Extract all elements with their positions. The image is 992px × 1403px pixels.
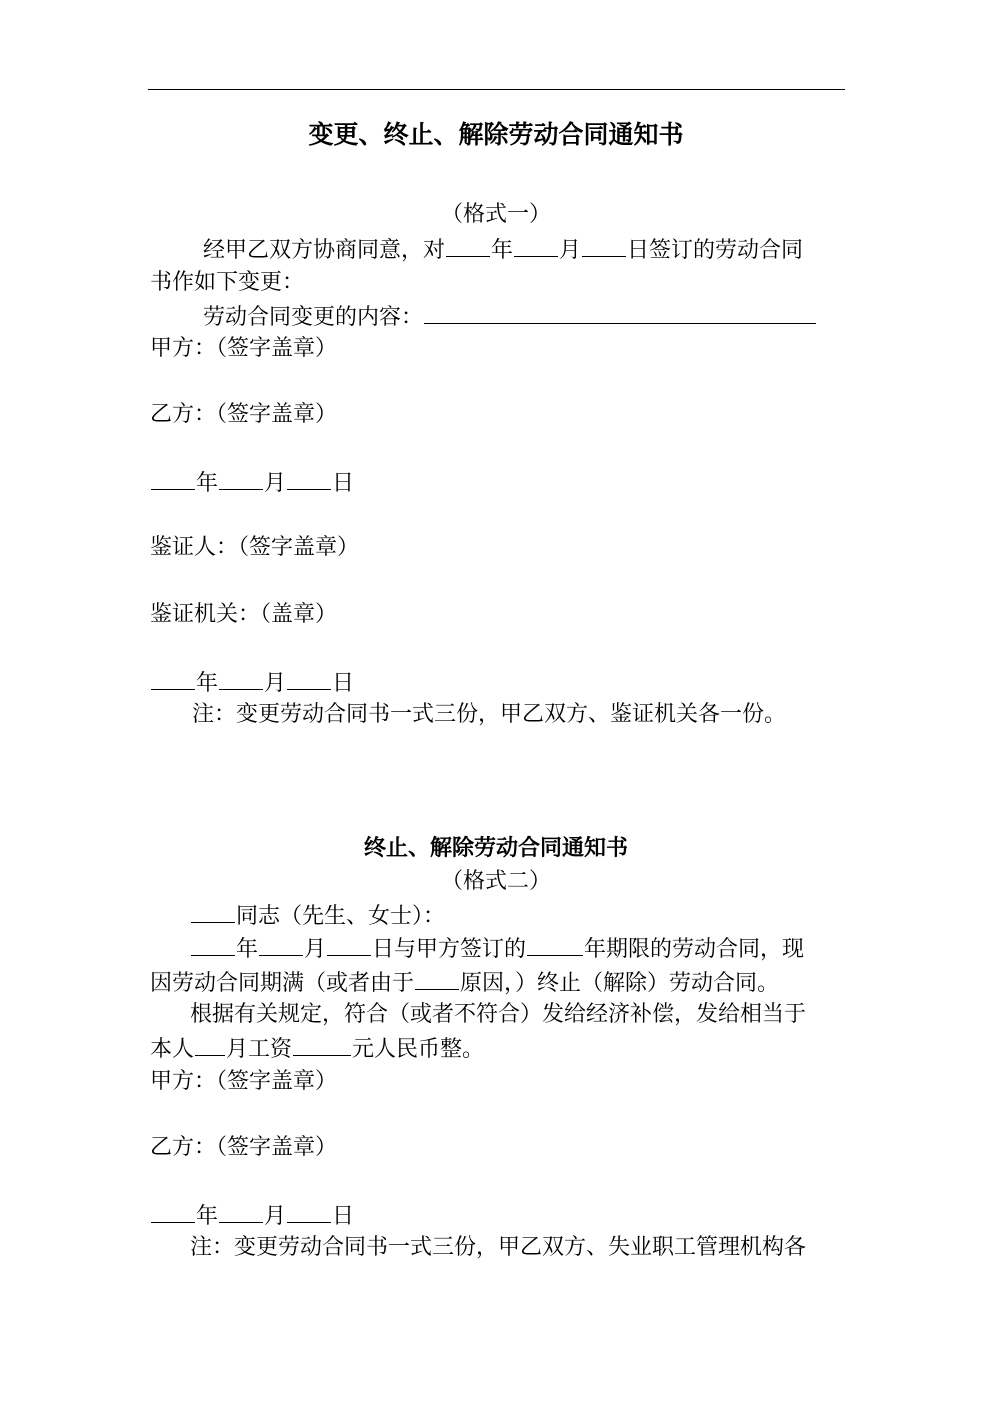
sign-year-blank[interactable]: [446, 234, 490, 257]
witness-signature: 鉴证人：（签字盖章）: [150, 535, 360, 560]
party-b-signature: 乙方：（签字盖章）: [150, 1135, 338, 1160]
sign-day-blank[interactable]: [582, 234, 626, 257]
compensation-paragraph-line1: 根据有关规定，符合（或者不符合）发给经济补偿，发给相当于: [190, 1002, 807, 1027]
document-title: 变更、终止、解除劳动合同通知书: [308, 120, 684, 149]
format-two-title: 终止、解除劳动合同通知书: [363, 835, 628, 861]
day-blank[interactable]: [327, 933, 371, 956]
change-content-blank[interactable]: [424, 301, 816, 324]
format-one-note: 注：变更劳动合同书一式三份，甲乙双方、鉴证机关各一份。: [192, 702, 787, 727]
party-a-signature: 甲方：（签字盖章）: [150, 336, 338, 361]
sign-month-blank[interactable]: [514, 234, 558, 257]
reason-blank[interactable]: [415, 967, 459, 990]
witness-org-seal: 鉴证机关：（盖章）: [150, 602, 338, 627]
date-line-2: 年 月 日: [150, 667, 354, 699]
termination-paragraph-line1: 年 月 日与甲方签订的 年期限的劳动合同，现: [190, 933, 804, 965]
month-blank[interactable]: [259, 933, 303, 956]
termination-paragraph-line2: 因劳动合同期满（或者由于 原因，）终止（解除）劳动合同。: [150, 967, 779, 999]
party-a-signature: 甲方：（签字盖章）: [150, 1069, 338, 1094]
header-rule: [148, 89, 845, 90]
name-blank[interactable]: [191, 900, 235, 923]
compensation-paragraph-line2: 本人 月工资 元人民币整。: [150, 1033, 484, 1065]
year-blank[interactable]: [151, 467, 195, 490]
date-line-1: 年 月 日: [150, 467, 354, 499]
term-years-blank[interactable]: [527, 933, 583, 956]
year-blank[interactable]: [151, 667, 195, 690]
change-content-line: 劳动合同变更的内容：: [203, 301, 817, 333]
month-blank[interactable]: [219, 667, 263, 690]
agreement-paragraph-line1: 经甲乙双方协商同意，对 年 月 日签订的劳动合同: [203, 234, 803, 266]
salutation-line: 同志（先生、女士）：: [190, 900, 445, 932]
day-blank[interactable]: [287, 667, 331, 690]
day-blank[interactable]: [287, 467, 331, 490]
month-blank[interactable]: [219, 467, 263, 490]
year-blank[interactable]: [191, 933, 235, 956]
party-b-signature: 乙方：（签字盖章）: [150, 402, 338, 427]
months-blank[interactable]: [195, 1033, 225, 1056]
agreement-paragraph-line2: 书作如下变更：: [150, 270, 305, 295]
format-two-note: 注：变更劳动合同书一式三份，甲乙双方、失业职工管理机构各: [190, 1235, 807, 1260]
date-line-3: 年 月 日: [150, 1200, 354, 1232]
month-blank[interactable]: [219, 1200, 263, 1223]
amount-blank[interactable]: [293, 1033, 351, 1056]
format-one-label: （格式一）: [440, 202, 551, 227]
year-blank[interactable]: [151, 1200, 195, 1223]
format-two-label: （格式二）: [440, 869, 551, 894]
day-blank[interactable]: [287, 1200, 331, 1223]
